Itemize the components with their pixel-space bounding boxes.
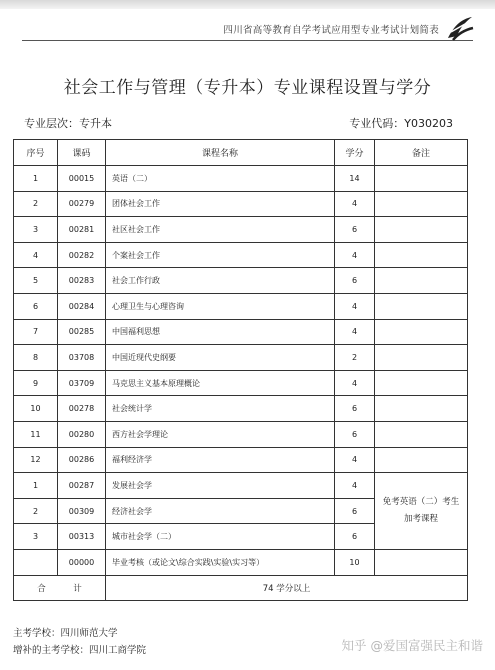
row-code: 00286 bbox=[58, 447, 106, 473]
row-credit: 4 bbox=[335, 191, 375, 217]
table-row bbox=[14, 473, 468, 499]
row-code: 00285 bbox=[58, 319, 106, 345]
row-name: 个案社会工作 bbox=[106, 242, 335, 268]
row-name: 城市社会学（二） bbox=[106, 524, 335, 550]
total-label bbox=[14, 575, 106, 601]
col-header-no: 序号 bbox=[14, 140, 58, 166]
row-note bbox=[375, 345, 468, 371]
major-level: 专业层次：专升本 bbox=[24, 117, 112, 130]
row-name: 中国福利思想 bbox=[106, 319, 335, 345]
row-note bbox=[375, 396, 468, 422]
row-no: 10 bbox=[14, 396, 58, 422]
row-note bbox=[375, 166, 468, 192]
row-no: 4 bbox=[14, 242, 58, 268]
row-no: 12 bbox=[14, 447, 58, 473]
main-exam-school: 主考学校：四川师范大学 bbox=[13, 628, 118, 639]
extra-course-note: 免考英语（二）考生加考课程 bbox=[375, 473, 468, 550]
row-code: 00282 bbox=[58, 242, 106, 268]
row-credit: 6 bbox=[335, 396, 375, 422]
row-name: 发展社会学 bbox=[106, 473, 335, 499]
row-note bbox=[375, 191, 468, 217]
row-code: 00283 bbox=[58, 268, 106, 294]
row-credit: 6 bbox=[335, 268, 375, 294]
row-name: 英语（二） bbox=[106, 166, 335, 192]
row-code: 00000 bbox=[58, 549, 106, 575]
table-header-row bbox=[14, 140, 468, 166]
table-row bbox=[14, 242, 468, 268]
col-header-name: 课程名称 bbox=[106, 140, 335, 166]
zhihu-watermark: 知乎 @爱国富强民主和谐 bbox=[341, 638, 483, 653]
row-no: 2 bbox=[14, 191, 58, 217]
row-name: 西方社会学理论 bbox=[106, 421, 335, 447]
row-code: 00015 bbox=[58, 166, 106, 192]
table-row bbox=[14, 421, 468, 447]
row-note bbox=[375, 268, 468, 294]
row-name: 马克思主义基本原理概论 bbox=[106, 370, 335, 396]
course-table bbox=[13, 139, 468, 601]
col-header-note: 备注 bbox=[375, 140, 468, 166]
row-code: 00284 bbox=[58, 293, 106, 319]
row-credit: 2 bbox=[335, 345, 375, 371]
total-row bbox=[14, 575, 468, 601]
table-row bbox=[14, 396, 468, 422]
row-note bbox=[375, 370, 468, 396]
total-value: 74 学分以上 bbox=[106, 575, 468, 601]
row-code: 00279 bbox=[58, 191, 106, 217]
header-rule bbox=[22, 40, 473, 41]
major-code: 专业代码：Y030203 bbox=[349, 117, 453, 130]
row-code: 00287 bbox=[58, 473, 106, 499]
row-note bbox=[375, 217, 468, 243]
table-row bbox=[14, 166, 468, 192]
row-credit: 10 bbox=[335, 549, 375, 575]
row-name: 团体社会工作 bbox=[106, 191, 335, 217]
row-code: 00309 bbox=[58, 498, 106, 524]
row-credit: 6 bbox=[335, 524, 375, 550]
row-no: 11 bbox=[14, 421, 58, 447]
row-no bbox=[14, 549, 58, 575]
table-row bbox=[14, 370, 468, 396]
row-credit: 6 bbox=[335, 421, 375, 447]
col-header-code: 课码 bbox=[58, 140, 106, 166]
row-no: 3 bbox=[14, 217, 58, 243]
total-label-part-2: 计 bbox=[73, 583, 82, 594]
row-code: 00280 bbox=[58, 421, 106, 447]
table-row bbox=[14, 293, 468, 319]
row-no: 1 bbox=[14, 473, 58, 499]
row-name: 心理卫生与心理咨询 bbox=[106, 293, 335, 319]
row-name: 社区社会工作 bbox=[106, 217, 335, 243]
row-credit: 4 bbox=[335, 447, 375, 473]
row-credit: 4 bbox=[335, 370, 375, 396]
row-name: 经济社会学 bbox=[106, 498, 335, 524]
row-no: 5 bbox=[14, 268, 58, 294]
row-note bbox=[375, 421, 468, 447]
row-name: 社会统计学 bbox=[106, 396, 335, 422]
extra-exam-school: 增补的主考学校：四川工商学院 bbox=[13, 645, 147, 656]
total-label-part-1: 合 bbox=[37, 583, 46, 594]
row-note bbox=[375, 319, 468, 345]
row-code: 00278 bbox=[58, 396, 106, 422]
row-note bbox=[375, 293, 468, 319]
row-code: 00281 bbox=[58, 217, 106, 243]
row-credit: 4 bbox=[335, 293, 375, 319]
table-row bbox=[14, 217, 468, 243]
exam-logo-icon bbox=[445, 14, 475, 42]
row-note bbox=[375, 242, 468, 268]
col-header-credit: 学分 bbox=[335, 140, 375, 166]
row-name: 中国近现代史纲要 bbox=[106, 345, 335, 371]
row-code: 03708 bbox=[58, 345, 106, 371]
table-row bbox=[14, 319, 468, 345]
row-no: 6 bbox=[14, 293, 58, 319]
document-header: 四川省高等教育自学考试应用型专业考试计划简表 bbox=[223, 25, 439, 36]
row-credit: 6 bbox=[335, 498, 375, 524]
row-code: 03709 bbox=[58, 370, 106, 396]
row-code: 00313 bbox=[58, 524, 106, 550]
row-no: 2 bbox=[14, 498, 58, 524]
row-no: 7 bbox=[14, 319, 58, 345]
row-name: 毕业考核（或论文\综合实践\实验\实习等） bbox=[106, 549, 335, 575]
top-strip bbox=[0, 0, 495, 9]
row-no: 3 bbox=[14, 524, 58, 550]
row-note bbox=[375, 447, 468, 473]
row-credit: 6 bbox=[335, 217, 375, 243]
table-row bbox=[14, 549, 468, 575]
row-no: 1 bbox=[14, 166, 58, 192]
table-row bbox=[14, 447, 468, 473]
row-credit: 14 bbox=[335, 166, 375, 192]
row-credit: 4 bbox=[335, 242, 375, 268]
row-credit: 4 bbox=[335, 473, 375, 499]
table-row bbox=[14, 268, 468, 294]
table-row bbox=[14, 191, 468, 217]
row-no: 9 bbox=[14, 370, 58, 396]
row-name: 社会工作行政 bbox=[106, 268, 335, 294]
row-credit: 4 bbox=[335, 319, 375, 345]
row-name: 福利经济学 bbox=[106, 447, 335, 473]
row-no: 8 bbox=[14, 345, 58, 371]
row-note bbox=[375, 549, 468, 575]
table-row bbox=[14, 345, 468, 371]
page-title: 社会工作与管理（专升本）专业课程设置与学分 bbox=[63, 78, 432, 98]
